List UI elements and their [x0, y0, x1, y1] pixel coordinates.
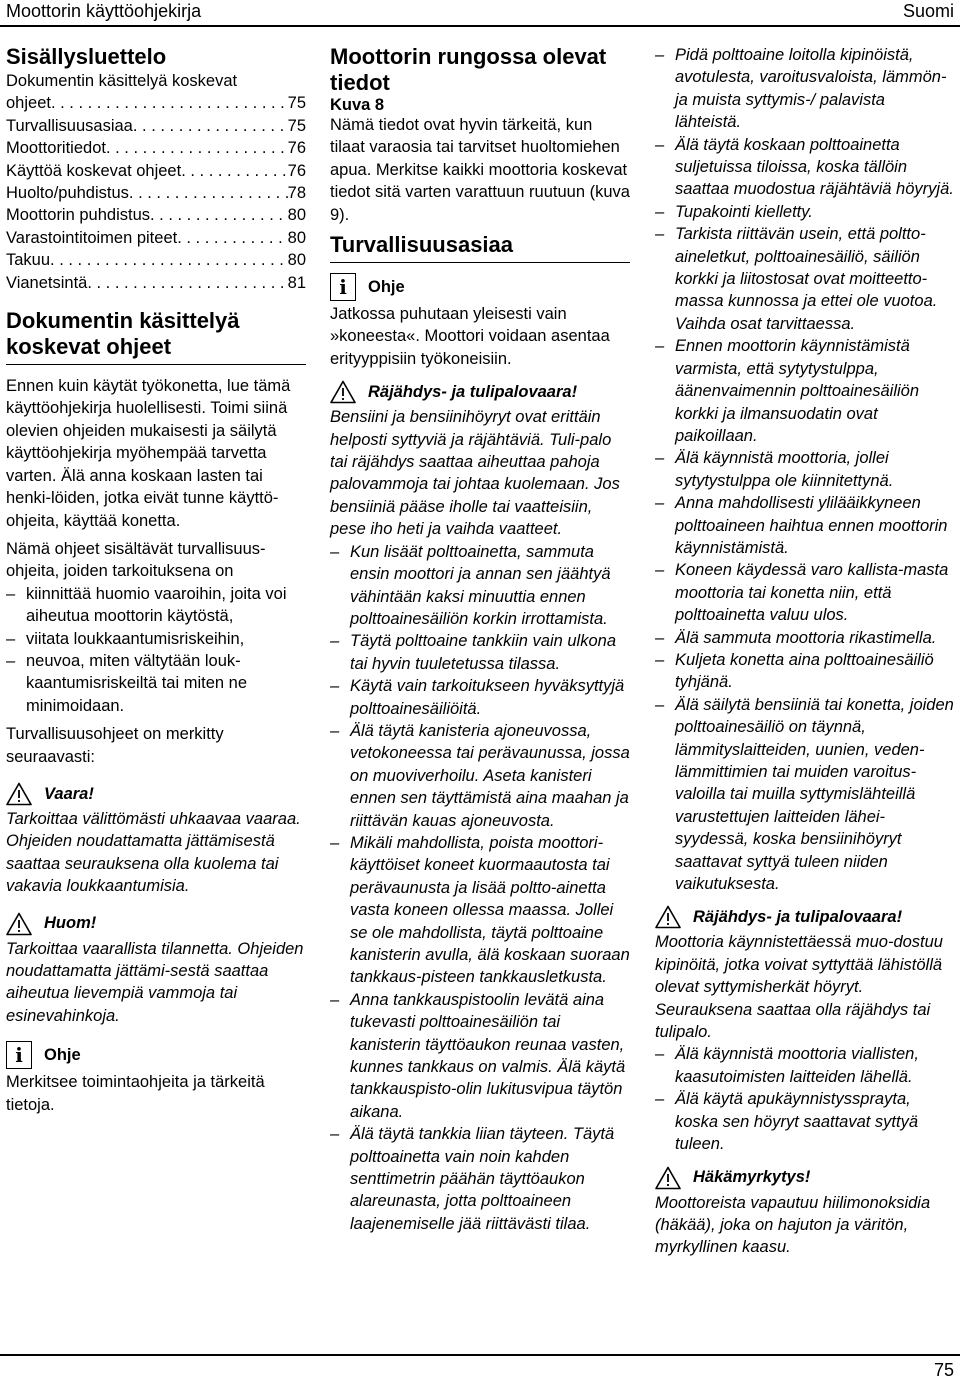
list-item: – Tarkista riittävän usein, että poltto-aineletkut, polttoainesäiliö, säiliön korkki ja liitostosat ovat moitteetto-massa kunnossa ja ettei ole vuotoa. Vaihda osat tarvittaessa.: [655, 223, 955, 335]
toc-item[interactable]: Käyttöä koskevat ohjeet . . . 76: [6, 160, 306, 182]
list-item: – Älä käynnistä moottoria, jollei sytytystulppa ole kiinnitettynä.: [655, 447, 955, 492]
info-text: Jatkossa puhutaan yleisesti vain »koneesta«. Moottori voidaan asentaa erityyppisiin työkoneisiin.: [330, 305, 610, 368]
list-item: – Älä täytä kanisteria ajoneuvossa, vetokoneessa tai perävaunussa, jossa on muoviverhoilu. Aseta kanisteri ennen sen täyttämistä aina maahan ja riittävän kauas ajoneuvosta.: [330, 720, 630, 832]
column-3: [655, 44, 955, 1265]
toc-list: [6, 70, 306, 294]
list-item: – Kun lisäät polttoainetta, sammuta ensin moottori ja annan sen jäähtyä vähintään kaksi minuuttia ennen polttoainesäiliön korkin irrottamista.: [330, 541, 630, 631]
toc-page: 80: [287, 206, 306, 225]
toc-page: 81: [287, 273, 306, 292]
warning-triangle-icon: [655, 1166, 681, 1190]
warning-triangle-icon: [6, 782, 32, 806]
toc-page: 80: [287, 251, 306, 270]
column-2: [330, 44, 630, 1241]
list-item: – Älä säilytä bensiiniä tai konetta, joiden polttoainesäiliö on täynnä, lämmityslaitteiden, uunien, veden-lämmittimien tai muiden varoitus-valoilla tai muilla syttymislähteillä varustettujen laitteiden lähei-syydessä, koska bensiinihöyryt saattavat syttyä tuleen niiden vaikutuksesta.: [655, 694, 955, 896]
list-item: – Anna mahdollisesti ylilääikkyneen polttoaineen haihtua ennen moottorin käynnistämistä.: [655, 492, 955, 559]
info-notice: [6, 1041, 306, 1069]
page-number: 75: [933, 1360, 954, 1380]
toc-item[interactable]: Varastointitoimen piteet . . . 80: [6, 227, 306, 249]
warning-triangle-icon: [655, 905, 681, 929]
co-notice: [655, 1166, 955, 1190]
list-item: – kiinnittää huomio vaaroihin, joita voi aiheutua moottorin käytöstä,: [6, 583, 306, 628]
list-item: – viitata loukkaantumisriskeihin,: [6, 628, 306, 650]
list-item: – Älä käynnistä moottoria viallisten, kaasutoimisten laitteiden lähellä.: [655, 1043, 955, 1088]
safety-heading: Turvallisuusasiaa: [330, 232, 514, 258]
co-text: Moottoreista vapautuu hiilimonoksidia (häkää), joka on hajuton ja väritön, myrkyllinen kaasu.: [655, 1193, 931, 1257]
info-notice: [330, 273, 630, 301]
marking-paragraph: Turvallisuusohjeet on merkitty seuraavasti:: [6, 725, 224, 766]
footer-rule: [0, 1354, 960, 1356]
explosion-label: Räjähdys- ja tulipalovaara!: [368, 383, 578, 402]
toc-title: Sisällysluettelo: [6, 44, 167, 69]
co-label: Häkämyrkytys!: [693, 1168, 811, 1187]
danger-text: Tarkoittaa välittömästi uhkaavaa vaaraa. Ohjeiden noudattamatta jättämisestä saattaa seurauksena olla kuolema tai vakavia loukkaantumisia.: [6, 809, 301, 896]
info-text: Merkitsee toimintaohjeita ja tärkeitä tietoja.: [6, 1073, 265, 1114]
list-item: – Kuljeta konetta aina polttoainesäiliö tyhjänä.: [655, 649, 955, 694]
intro-paragraph: Ennen kuin käytät työkonetta, lue tämä käyttöohjekirja huolellisesti. Toimi siinä olevien ohjeiden mukaisesti ja säilytä käyttöohjekirja myöhempää tarvetta varten. Älä anna koskaan lasten tai henki-löiden, jotka eivät tunne käyttö-ohjeita, käyttää konetta.: [6, 377, 291, 530]
info-icon: i: [330, 273, 356, 301]
list-item: – Koneen käydessä varo kallista-masta moottoria tai konetta niin, että polttoainetta valuu ulos.: [655, 559, 955, 626]
toc-item[interactable]: Vianetsintä . . . 81: [6, 272, 306, 294]
figure-reference: Kuva 8: [330, 96, 385, 114]
header-rule: [0, 25, 960, 27]
heading-rule: [330, 262, 630, 263]
engine-info-heading: Moottorin rungossa olevat tiedot: [330, 44, 607, 95]
danger-notice: [6, 782, 306, 806]
section-heading: Dokumentin käsittelyä koskevat ohjeet: [6, 308, 240, 360]
purpose-list: [6, 583, 306, 717]
manual-title: Moottorin käyttöohjekirja: [6, 1, 202, 21]
purpose-paragraph: Nämä ohjeet sisältävät turvallisuus-ohjeita, joiden tarkoituksena on: [6, 539, 266, 581]
explosion-text: Moottoria käynnistettäessä muo-dostuu kipinöitä, jotka voivat syttyttää lähistöllä olevat syttymisherkät höyryt. Seurauksena saattaa olla räjähdys tai tulipalo.: [655, 933, 943, 1042]
toc-item[interactable]: Dokumentin käsittelyä koskevat: [6, 72, 238, 90]
caution-notice: [6, 912, 306, 936]
list-item: – Älä täytä tankkia liian täyteen. Täytä polttoainetta vain noin kahden senttimetrin päähän täyttöaukon alareunasta, jotta polttoaineen laajenemiselle jää riittävästi tilaa.: [330, 1123, 630, 1235]
engine-info-text: Nämä tiedot ovat hyvin tärkeitä, kun tilaat varaosia tai tarvitset huoltomiehen apua. Merkitse kaikki moottoria koskevat tiedot sitä varten varattuun ruutuun (kuva 9).: [330, 116, 630, 224]
heading-rule: [6, 364, 306, 365]
list-item: – Älä käytä apukäynnistyssprayta, koska sen höyryt saattavat syttyä tuleen.: [655, 1088, 955, 1155]
spark-list: [655, 1043, 955, 1155]
list-item: – Käytä vain tarkoitukseen hyväksyttyjä polttoainesäiliöitä.: [330, 675, 630, 720]
column-1: [6, 44, 306, 1122]
explosion-text: Bensiini ja bensiinihöyryt ovat erittäin helposti syttyviä ja räjähtäviä. Tuli-palo tai räjähdys saattaa aiheuttaa pahoja palovammoja tai johtaa kuolemaan. Jos bensiiniä pääse iholle tai vaatteisiin, pese iho heti ja vaihda vaatteet.: [330, 408, 620, 539]
toc-item[interactable]: Huolto/puhdistus . . . 78: [6, 182, 306, 204]
toc-page: 76: [287, 161, 306, 180]
toc-item[interactable]: ohjeet . . . 75: [6, 92, 306, 114]
toc-item[interactable]: Takuu . . . 80: [6, 249, 306, 271]
list-item: – Pidä polttoaine loitolla kipinöistä, avotulesta, varoitusvaloista, lämmön- ja muista syttymis-/ palavista lähteistä.: [655, 44, 955, 134]
info-icon: i: [6, 1041, 32, 1069]
toc-item[interactable]: Moottoritiedot . . . 76: [6, 137, 306, 159]
explosion-label: Räjähdys- ja tulipalovaara!: [693, 908, 903, 927]
danger-label: Vaara!: [44, 784, 94, 803]
toc-page: 78: [287, 184, 306, 203]
warning-triangle-icon: [330, 380, 356, 404]
list-item: – Anna tankkauspistoolin levätä aina tukevasti polttoainesäiliön tai kanisterin täyttöaukon reunaa vasten, kunnes tankkaus on valmis. Älä käytä tankkauspisto-olin lukitusvipua täytön aikana.: [330, 989, 630, 1123]
explosion-notice: [330, 380, 630, 404]
page-header: [0, 0, 960, 24]
warning-triangle-icon: [6, 912, 32, 936]
toc-page: 75: [287, 94, 306, 113]
toc-page: 80: [287, 228, 306, 247]
list-item: – Ennen moottorin käynnistämistä varmista, että sytytystulppa, äänenvaimennin polttoainesäiliön korkki ja ilmansuodatin ovat paikoillaan.: [655, 335, 955, 447]
explosion-notice: [655, 905, 955, 929]
list-item: – Täytä polttoaine tankkiin vain ulkona tai hyvin tuuletetussa tilassa.: [330, 630, 630, 675]
list-item: – Älä sammuta moottoria rikastimella.: [655, 627, 955, 649]
caution-label: Huom!: [44, 914, 97, 933]
list-item: – Tupakointi kielletty.: [655, 201, 955, 223]
list-item: – neuvoa, miten vältytään louk-kaantumisriskeiltä tai miten ne minimoidaan.: [6, 650, 306, 717]
toc-page: 76: [287, 139, 306, 158]
fuel-list-continued: [655, 44, 955, 895]
toc-item[interactable]: Moottorin puhdistus . . . 80: [6, 204, 306, 226]
info-label: Ohje: [44, 1046, 81, 1065]
info-label: Ohje: [368, 277, 405, 296]
list-item: – Älä täytä koskaan polttoainetta suljetuissa tiloissa, koska tällöin saattaa muodostua räjähtäviä höyryjä.: [655, 134, 955, 201]
toc-item[interactable]: Turvallisuusasiaa . . . 75: [6, 115, 306, 137]
toc-page: 75: [287, 116, 306, 135]
language-label: Suomi: [902, 1, 954, 21]
list-item: – Mikäli mahdollista, poista moottori-käyttöiset koneet kuormaautosta tai perävaunusta ja lisää poltto-ainetta vasta koneen ollessa maassa. Jollei se ole mahdollista, täytä polttoaine kanisterin avulla, älä koskaan suoraan tankkaus-pisteen tankkausletkusta.: [330, 832, 630, 989]
caution-text: Tarkoittaa vaarallista tilannetta. Ohjeiden noudattamatta jättämi-sestä saattaa aiheutua lievempiä vammoja tai esinevahinkoja.: [6, 939, 304, 1025]
fuel-list: [330, 541, 630, 1236]
